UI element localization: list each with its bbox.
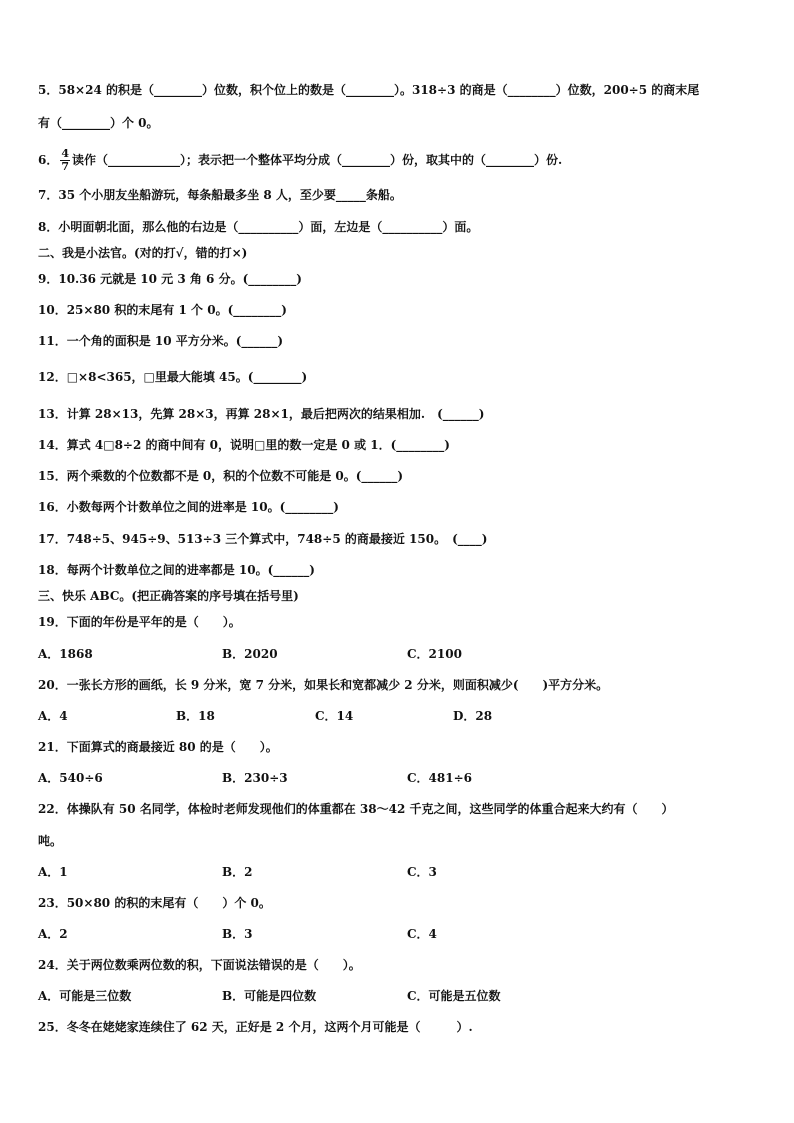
question-12: 12．□×8<365，□里最大能填 45。(________) bbox=[38, 370, 308, 384]
fraction-denominator: 7 bbox=[61, 160, 70, 173]
option-c: C．481÷6 bbox=[407, 771, 473, 785]
question-23: 23．50×80 的积的末尾有（ ）个 0。 bbox=[38, 896, 271, 910]
question-9: 9．10.36 元就是 10 元 3 角 6 分。(________) bbox=[38, 272, 302, 286]
question-18: 18．每两个计数单位之间的进率都是 10。(______) bbox=[38, 563, 315, 577]
question-22-line-1: 22．体操队有 50 名同学，体检时老师发现他们的体重都在 38～42 千克之间，这些同学的体重合起来大约有（ ） bbox=[38, 802, 674, 816]
question-22-line-2: 吨。 bbox=[38, 834, 63, 848]
option-c: C．14 bbox=[315, 709, 354, 723]
question-21: 21．下面算式的商最接近 80 的是（ ）。 bbox=[38, 740, 278, 754]
option-b: B．2020 bbox=[222, 647, 278, 661]
question-7: 7．35 个小朋友坐船游玩，每条船最多坐 8 人，至少要_____条船。 bbox=[38, 188, 402, 202]
section-2-title: 二、我是小法官。(对的打√，错的打×) bbox=[38, 246, 248, 260]
question-24: 24．关于两位数乘两位数的积，下面说法错误的是（ ）。 bbox=[38, 958, 361, 972]
option-c: C．3 bbox=[407, 865, 437, 879]
question-14: 14．算式 4□8÷2 的商中间有 0，说明□里的数一定是 0 或 1．(________) bbox=[38, 438, 450, 452]
fraction bbox=[60, 148, 70, 173]
option-b: B．2 bbox=[222, 865, 253, 879]
option-a: A．1868 bbox=[38, 647, 93, 661]
question-5-line-1: 5．58×24 的积是（________）位数，积个位上的数是（________）。318÷3 的商是（________）位数，200÷5 的商末尾 bbox=[38, 83, 700, 97]
option-b: B．18 bbox=[176, 709, 215, 723]
option-b: B．3 bbox=[222, 927, 253, 941]
option-c: C．可能是五位数 bbox=[407, 989, 501, 1003]
option-c: C．2100 bbox=[407, 647, 462, 661]
fraction-numerator: 4 bbox=[61, 147, 70, 160]
question-25: 25．冬冬在姥姥家连续住了 62 天，正好是 2 个月，这两个月可能是（ ）. bbox=[38, 1020, 473, 1034]
option-a: A．540÷6 bbox=[38, 771, 103, 785]
question-20: 20．一张长方形的画纸，长 9 分米，宽 7 分米，如果长和宽都减少 2 分米，则面积减少( )平方分米。 bbox=[38, 678, 609, 692]
option-a: A．1 bbox=[38, 865, 68, 879]
option-d: D．28 bbox=[453, 709, 493, 723]
question-6-text: 读作（____________）；表示把一个整体平均分成（________）份，取其中的（________）份. bbox=[72, 153, 563, 167]
question-13: 13．计算 28×13，先算 28×3，再算 28×1，最后把两次的结果相加. (______) bbox=[38, 407, 485, 421]
question-6-number: 6． bbox=[38, 153, 59, 167]
question-17: 17．748÷5、945÷9、513÷3 三个算式中，748÷5 的商最接近 150。 (____) bbox=[38, 532, 488, 546]
question-11: 11．一个角的面积是 10 平方分米。(______) bbox=[38, 334, 284, 348]
option-a: A．2 bbox=[38, 927, 68, 941]
option-a: A．可能是三位数 bbox=[38, 989, 132, 1003]
question-15: 15．两个乘数的个位数都不是 0，积的个位数不可能是 0。(______) bbox=[38, 469, 404, 483]
option-c: C．4 bbox=[407, 927, 437, 941]
option-b: B．可能是四位数 bbox=[222, 989, 317, 1003]
question-10: 10．25×80 积的末尾有 1 个 0。(________) bbox=[38, 303, 287, 317]
question-5-line-2: 有（________）个 0。 bbox=[38, 116, 159, 130]
option-b: B．230÷3 bbox=[222, 771, 288, 785]
question-8: 8．小明面朝北面，那么他的右边是（__________）面，左边是（__________）面。 bbox=[38, 220, 479, 234]
question-16: 16．小数每两个计数单位之间的进率是 10。(________) bbox=[38, 500, 339, 514]
option-a: A．4 bbox=[38, 709, 68, 723]
section-3-title: 三、快乐 ABC。(把正确答案的序号填在括号里) bbox=[38, 589, 299, 603]
question-6 bbox=[38, 148, 758, 173]
question-19: 19．下面的年份是平年的是（ ）。 bbox=[38, 615, 241, 629]
